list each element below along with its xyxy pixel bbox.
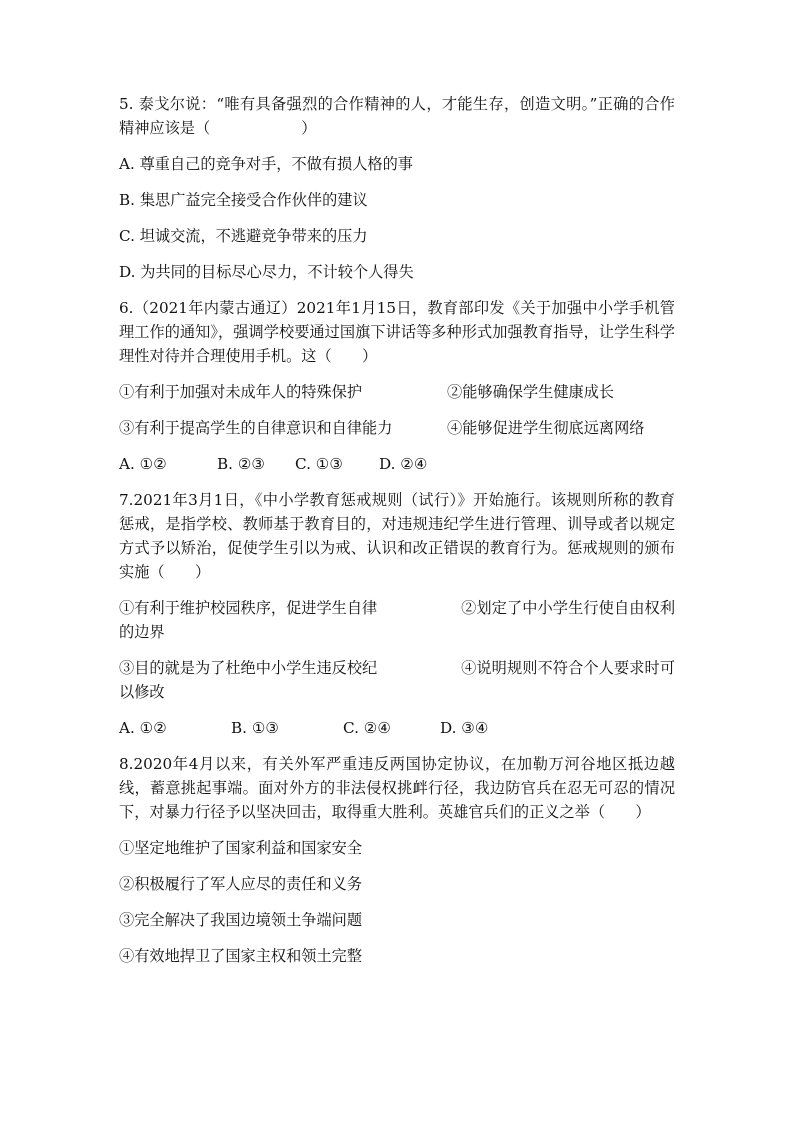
question-7-stem: 7.2021年3月1日，《中小学教育惩戒规则（试行）》开始施行。该规则所称的教育惩戒，是指学校、教师基于教育目的，对违规违纪学生进行管理、训导或者以规定方式予以矫治，促使学生引以为戒、认识和改正错误的教育行为。惩戒规则的颁布实施（ ）	[119, 491, 675, 581]
question-6-items-row-1	[119, 380, 675, 404]
question-7-answers	[119, 716, 675, 740]
question-7-item-3: ③目的就是为了杜绝中小学生违反校纪	[119, 659, 378, 677]
question-7-item-4: ④说明规则不符合个人要求时可以修改	[119, 659, 675, 701]
question-8-stem: 8.2020年4月以来，有关外军严重违反两国协定协议，在加勒万河谷地区抵边越线，蓄意挑起事端。面对外方的非法侵权挑衅行径，我边防官兵在忍无可忍的情况下，对暴力行径予以坚决回击，取得重大胜利。英雄官兵们的正义之举（ ）	[119, 755, 675, 821]
question-7-answer-d: D. ③④	[440, 719, 489, 737]
question-7-item-1: ①有利于维护校园秩序，促进学生自律	[119, 599, 378, 617]
question-7-answer-a: A. ①②	[119, 719, 167, 737]
question-6-answer-d: D. ②④	[379, 455, 428, 473]
question-7-items-row-2	[119, 656, 675, 704]
question-7-answer-b: B. ①③	[231, 719, 280, 737]
question-8	[119, 752, 675, 968]
question-7-items-row-1	[119, 596, 675, 644]
question-5-option-a: A. 尊重自己的竞争对手，不做有损人格的事	[119, 155, 413, 173]
question-5-option-b: B. 集思广益完全接受合作伙伴的建议	[119, 191, 368, 209]
question-8-item-1: ①坚定地维护了国家利益和国家安全	[119, 839, 362, 857]
question-6-item-4: ④能够促进学生彻底远离网络	[447, 419, 645, 437]
question-7-answer-c: C. ②④	[343, 719, 391, 737]
question-8-item-3: ③完全解决了我国边境领土争端问题	[119, 911, 362, 929]
question-6-item-2: ②能够确保学生健康成长	[447, 383, 615, 401]
question-6-item-1: ①有利于加强对未成年人的特殊保护	[119, 383, 362, 401]
question-7	[119, 488, 675, 740]
exam-page	[119, 92, 675, 980]
question-6-stem: 6.（2021年内蒙古通辽）2021年1月15日，教育部印发《关于加强中小学手机管理工作的通知》，强调学校要通过国旗下讲话等多种形式加强教育指导，让学生科学理性对待并合理使用手机。这（ ）	[119, 299, 675, 365]
question-5-stem: 5. 泰戈尔说：“唯有具备强烈的合作精神的人，才能生存，创造文明。”正确的合作精神应该是（ ）	[119, 95, 675, 137]
question-6-answer-a: A. ①②	[119, 455, 167, 473]
question-6-answer-c: C. ①③	[295, 455, 343, 473]
question-6	[119, 296, 675, 476]
question-8-item-2: ②积极履行了军人应尽的责任和义务	[119, 875, 362, 893]
question-5-option-d: D. 为共同的目标尽心尽力，不计较个人得失	[119, 263, 414, 281]
question-5-option-c: C. 坦诚交流，不逃避竞争带来的压力	[119, 227, 368, 245]
question-6-answer-b: B. ②③	[217, 455, 266, 473]
question-6-item-3: ③有利于提高学生的自律意识和自律能力	[119, 419, 393, 437]
question-6-items-row-2	[119, 416, 675, 440]
question-7-item-2: ②划定了中小学生行使自由权利的边界	[119, 599, 675, 641]
question-6-answers	[119, 452, 675, 476]
question-5	[119, 92, 675, 284]
question-8-item-4: ④有效地捍卫了国家主权和领土完整	[119, 947, 362, 965]
